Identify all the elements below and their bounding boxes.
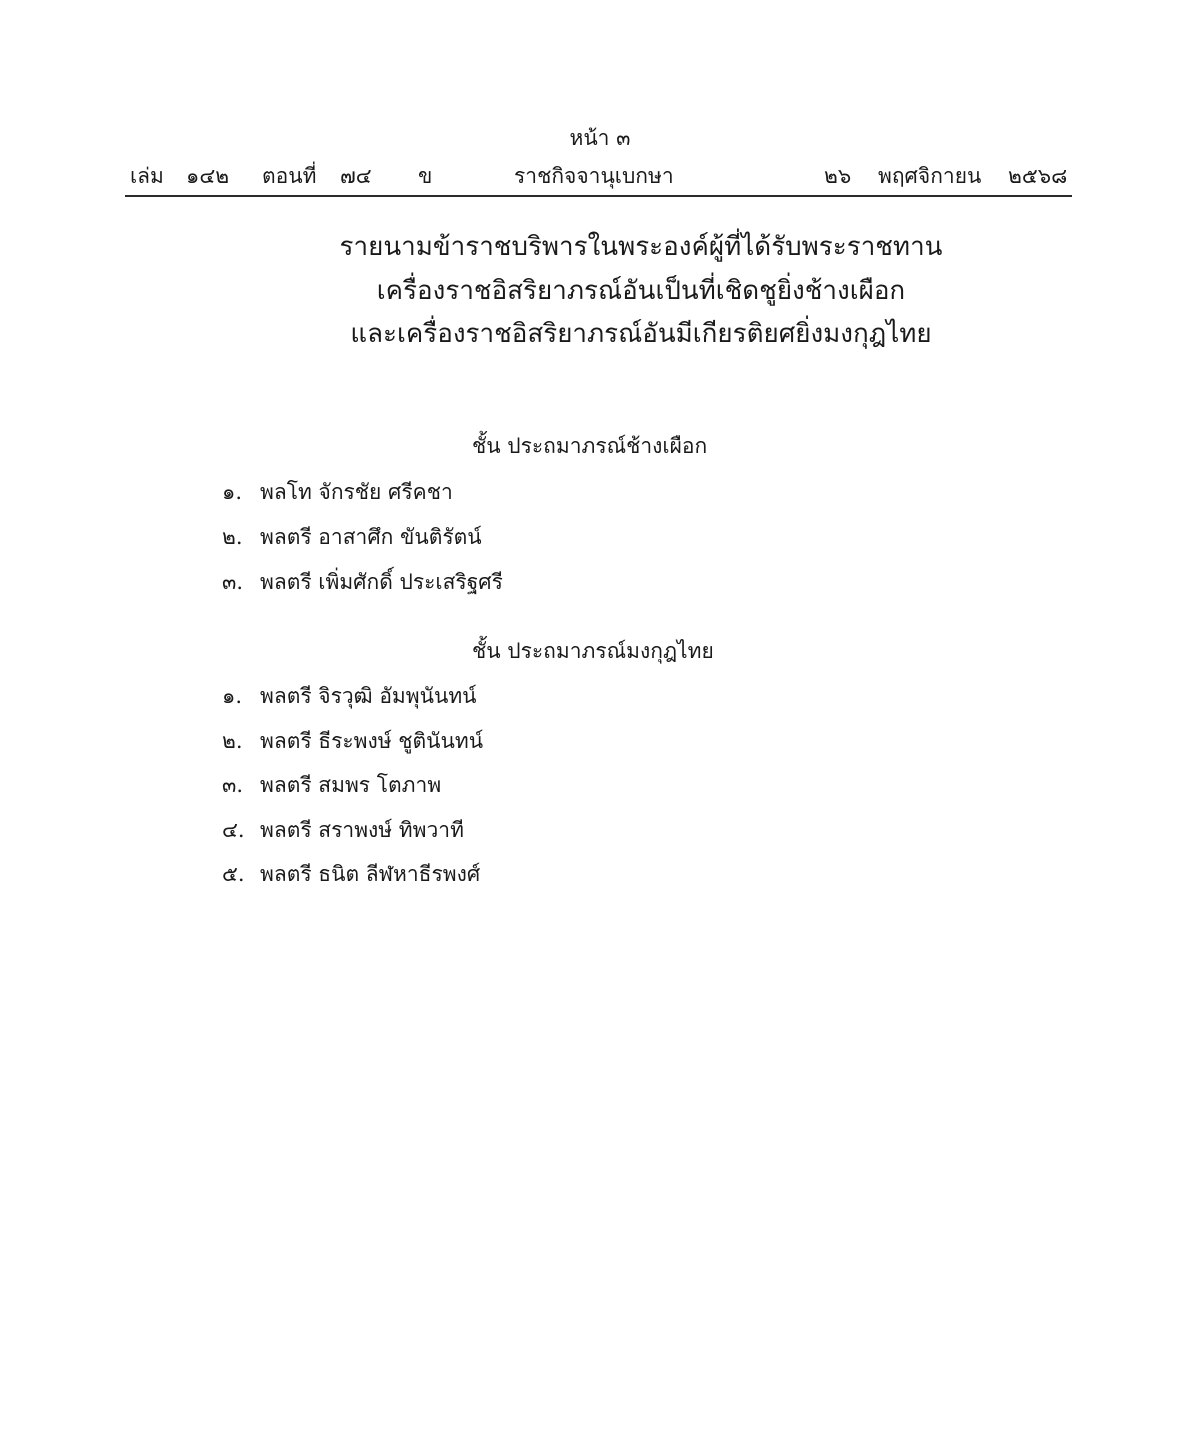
item-number: ๒. [222,729,243,753]
section-heading-white-elephant: ชั้น ประถมาภรณ์ช้างเผือก [472,434,708,458]
section-label: ตอนที่ [262,164,317,188]
date-year: ๒๕๖๘ [1008,164,1068,188]
item-number: ๑. [222,684,243,708]
section-number: ๗๔ [340,164,372,188]
section-heading-crown-of-thailand: ชั้น ประถมาภรณ์มงกุฎไทย [472,639,714,663]
date-day: ๒๖ [824,164,852,188]
date-month: พฤศจิกายน [878,164,982,188]
page-number: หน้า ๓ [569,126,631,150]
item-number: ๑. [222,480,243,504]
title-line-1: รายนามข้าราชบริพารในพระองค์ผู้ที่ได้รับพระราชทาน [339,232,943,262]
item-name: พลตรี เพิ่มศักดิ์ ประเสริฐศรี [260,570,503,594]
list-item [222,814,464,847]
item-number: ๓. [222,773,244,797]
item-name: พลโท จักรชัย ศรีคชา [260,480,453,504]
list-item [222,680,477,713]
list-item [222,725,483,758]
list-item [222,521,482,554]
section-suffix: ข [418,164,433,188]
volume-number: ๑๔๒ [186,164,230,188]
gazette-name: ราชกิจจานุเบกษา [514,164,674,188]
item-name: พลตรี ธีระพงษ์ ชูตินันทน์ [260,729,484,753]
item-name: พลตรี อาสาศึก ขันติรัตน์ [260,525,482,549]
list-item [222,566,503,599]
list-item [222,858,480,891]
item-name: พลตรี สมพร โตภาพ [260,773,442,797]
header-rule [125,195,1072,197]
item-number: ๓. [222,570,244,594]
item-name: พลตรี สราพงษ์ ทิพวาที [260,818,464,842]
item-number: ๔. [222,818,245,842]
volume-label: เล่ม [130,164,164,188]
item-number: ๒. [222,525,243,549]
item-number: ๕. [222,862,245,886]
item-name: พลตรี ธนิต ลีฬหาธีรพงศ์ [260,862,481,886]
item-name: พลตรี จิรวุฒิ อัมพุนันทน์ [260,684,477,708]
title-line-3: และเครื่องราชอิสริยาภรณ์อันมีเกียรติยศยิ่งมงกุฎไทย [350,319,932,349]
title-line-2: เครื่องราชอิสริยาภรณ์อันเป็นที่เชิดชูยิ่งช้างเผือก [376,276,906,306]
list-item [222,476,453,509]
list-item [222,769,441,802]
